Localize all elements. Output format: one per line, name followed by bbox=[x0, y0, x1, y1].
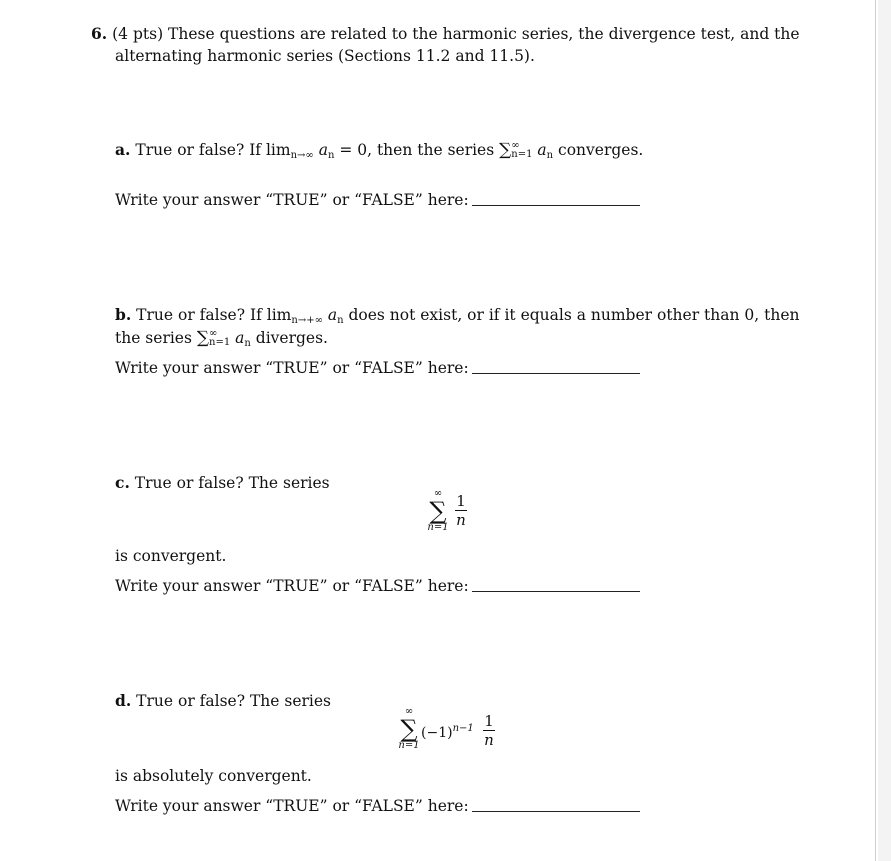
part-c-sum-bottom: n=1 bbox=[427, 522, 449, 533]
part-d-fraction bbox=[483, 713, 495, 748]
part-c-answer-prompt: Write your answer “TRUE” or “FALSE” here: bbox=[115, 577, 469, 595]
part-b-an-sub: n bbox=[337, 315, 344, 326]
part-d-term-exp: n−1 bbox=[452, 723, 474, 734]
part-a-text: True or false? If lim bbox=[135, 141, 291, 159]
part-d-sum-top: ∞ bbox=[404, 706, 414, 717]
part-b-line2-end: diverges. bbox=[255, 329, 328, 347]
part-d-after: is absolutely convergent. bbox=[115, 767, 312, 785]
part-d-term-base: (−1) bbox=[421, 725, 453, 741]
part-b-sum-sup: ∞ bbox=[209, 328, 218, 339]
part-b-text-mid: does not exist, or if it equals a number other than 0, then bbox=[348, 306, 800, 324]
part-a-an2-sub: n bbox=[546, 150, 554, 161]
part-d-frac-num: 1 bbox=[484, 712, 494, 730]
part-d-sum-bottom: n=1 bbox=[398, 740, 420, 751]
problem-intro-line1: (4 pts) These questions are related to the harmonic series, the divergence test, and the bbox=[112, 25, 800, 43]
part-c-sum bbox=[426, 489, 450, 533]
part-c-frac-num: 1 bbox=[456, 492, 466, 510]
part-a-sum-symbol: ∑ bbox=[499, 140, 512, 160]
page-edge bbox=[875, 0, 876, 861]
part-d-sum-symbol: ∑ bbox=[400, 715, 418, 743]
problem-intro-line2: alternating harmonic series (Sections 11.2 and 11.5). bbox=[115, 47, 535, 65]
part-b-text: True or false? If lim bbox=[136, 306, 292, 324]
part-a-sum-sub: n=1 bbox=[511, 149, 533, 160]
part-b-an: a bbox=[327, 306, 338, 324]
part-b-question-line2 bbox=[115, 328, 328, 349]
part-b-answer-prompt: Write your answer “TRUE” or “FALSE” here: bbox=[115, 359, 469, 377]
part-d-text: True or false? The series bbox=[136, 692, 332, 710]
part-a-lim-sub: n→∞ bbox=[290, 150, 314, 161]
part-b-sum-sub: n=1 bbox=[209, 337, 231, 348]
part-b-answer-blank[interactable] bbox=[472, 373, 640, 374]
part-a-answer-prompt: Write your answer “TRUE” or “FALSE” here: bbox=[115, 191, 469, 209]
part-b-label: b. bbox=[115, 305, 132, 324]
problem-statement bbox=[91, 24, 800, 43]
part-b-sum-symbol: ∑ bbox=[196, 328, 210, 348]
part-d-label: d. bbox=[115, 691, 132, 710]
part-a-question bbox=[115, 140, 643, 161]
part-c-label: c. bbox=[115, 473, 130, 492]
part-c-question bbox=[115, 473, 330, 492]
part-b-line2-text: the series bbox=[115, 329, 192, 347]
part-d-answer-prompt: Write your answer “TRUE” or “FALSE” here: bbox=[115, 797, 469, 815]
part-d-term bbox=[421, 723, 474, 741]
part-d-sum bbox=[397, 707, 421, 751]
part-c-fraction bbox=[455, 493, 467, 528]
problem-number: 6. bbox=[91, 24, 108, 43]
part-a-text-end: converges. bbox=[558, 141, 644, 159]
part-d-question bbox=[115, 691, 331, 710]
part-b-an2: a bbox=[235, 329, 245, 347]
part-c-text: True or false? The series bbox=[134, 474, 330, 492]
part-c-frac-den: n bbox=[456, 511, 466, 529]
part-c-after: is convergent. bbox=[115, 547, 227, 565]
part-c-sum-symbol: ∑ bbox=[429, 497, 447, 525]
part-a-an2: a bbox=[537, 141, 547, 159]
part-d-frac-den: n bbox=[484, 731, 494, 749]
part-a-answer-blank[interactable] bbox=[472, 205, 640, 206]
part-d-answer-blank[interactable] bbox=[472, 811, 640, 812]
part-b-lim-sub: n→+∞ bbox=[291, 315, 323, 326]
part-a-label: a. bbox=[115, 140, 131, 159]
part-a-sum-sup: ∞ bbox=[511, 140, 520, 151]
part-c-answer-blank[interactable] bbox=[472, 591, 640, 592]
part-a-an: a bbox=[318, 141, 328, 159]
part-b-question bbox=[115, 305, 800, 326]
part-a-text-mid: = 0, then the series bbox=[339, 141, 495, 159]
part-b-an2-sub: n bbox=[244, 338, 251, 349]
scrollbar-track[interactable] bbox=[878, 0, 891, 861]
part-c-sum-top: ∞ bbox=[433, 488, 443, 499]
part-a-an-sub: n bbox=[327, 150, 335, 161]
